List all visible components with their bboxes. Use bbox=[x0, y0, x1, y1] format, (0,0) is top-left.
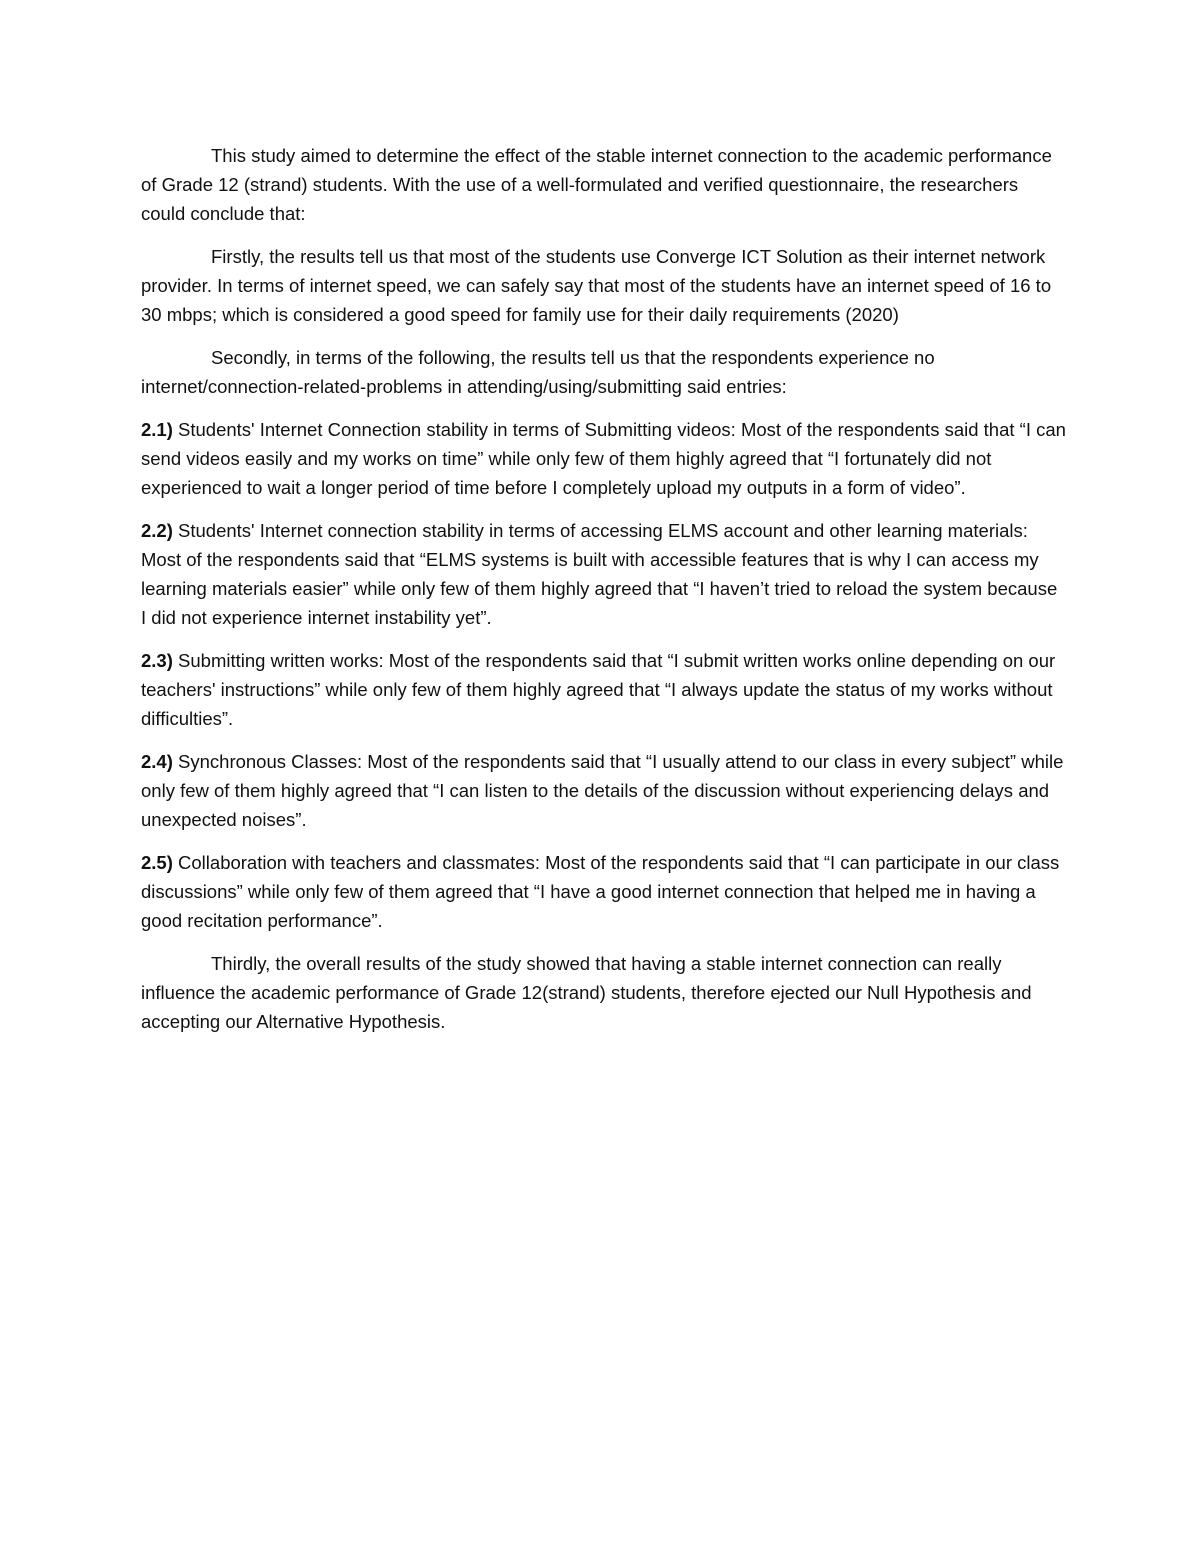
item-number: 2.1) bbox=[141, 419, 173, 440]
finding-item-2-4 bbox=[141, 747, 1066, 834]
finding-item-2-2 bbox=[141, 516, 1066, 632]
firstly-paragraph: Firstly, the results tell us that most of the students use Converge ICT Solution as their internet network provider. In terms of internet speed, we can safely say that most of the students have an internet speed of 16 to 30 mbps; which is considered a good speed for family use for their daily requirements (2020) bbox=[141, 246, 1052, 325]
item-number: 2.2) bbox=[141, 520, 173, 541]
item-text: Students' Internet Connection stability in terms of Submitting videos: Most of the respondents said that “I can send videos easily and my works on time” while only few of them highly agreed that “I fortunately did not experienced to wait a longer period of time before I completely upload my outputs in a form of video”. bbox=[141, 419, 1066, 498]
thirdly-paragraph: Thirdly, the overall results of the study showed that having a stable internet connection can really influence the academic performance of Grade 12(strand) students, therefore ejected our Null Hypothesis and accepting our Alternative Hypothesis. bbox=[141, 953, 1032, 1032]
item-number: 2.4) bbox=[141, 751, 173, 772]
item-text: Synchronous Classes: Most of the respondents said that “I usually attend to our class in every subject” while only few of them highly agreed that “I can listen to the details of the discussion without experiencing delays and unexpected noises”. bbox=[141, 751, 1064, 830]
finding-item-2-3 bbox=[141, 646, 1066, 733]
item-text: Students' Internet connection stability in terms of accessing ELMS account and other learning materials: Most of the respondents said that “ELMS systems is built with accessible features that is why I can access my learning materials easier” while only few of them highly agreed that “I haven’t tried to reload the system because I did not experience internet instability yet”. bbox=[141, 520, 1058, 628]
item-number: 2.3) bbox=[141, 650, 173, 671]
document-body bbox=[141, 141, 1066, 1050]
item-number: 2.5) bbox=[141, 852, 173, 873]
finding-item-2-5 bbox=[141, 848, 1066, 935]
finding-item-2-1 bbox=[141, 415, 1066, 502]
intro-paragraph: This study aimed to determine the effect of the stable internet connection to the academic performance of Grade 12 (strand) students. With the use of a well-formulated and verified questionnaire, the researchers could conclude that: bbox=[141, 145, 1052, 224]
item-text: Collaboration with teachers and classmates: Most of the respondents said that “I can participate in our class discussions” while only few of them agreed that “I have a good internet connection that helped me in having a good recitation performance”. bbox=[141, 852, 1060, 931]
item-text: Submitting written works: Most of the respondents said that “I submit written works online depending on our teachers' instructions” while only few of them highly agreed that “I always update the status of my works without difficulties”. bbox=[141, 650, 1056, 729]
secondly-paragraph: Secondly, in terms of the following, the results tell us that the respondents experience no internet/connection-related-problems in attending/using/submitting said entries: bbox=[141, 347, 935, 397]
